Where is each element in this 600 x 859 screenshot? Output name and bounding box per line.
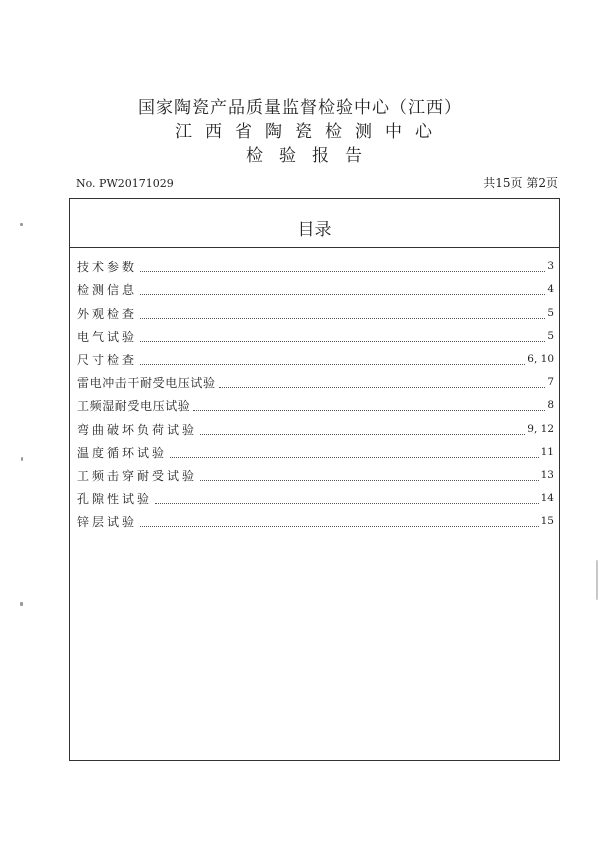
toc-item-label: 外观检查: [77, 306, 138, 321]
toc-item: [77, 508, 554, 531]
toc-item: [77, 392, 554, 415]
toc-item: [77, 276, 554, 299]
toc-leader: [140, 318, 545, 319]
toc-item: [77, 369, 554, 392]
toc-item-label: 锌层试验: [77, 515, 138, 530]
scan-speck: [21, 457, 23, 461]
toc-item-page: 9, 12: [527, 422, 554, 435]
scan-edge-mark: [596, 560, 598, 600]
scan-speck: [20, 602, 23, 606]
toc-item: [77, 415, 554, 438]
scan-speck: [20, 223, 23, 226]
toc-item-label: 电气试验: [77, 329, 138, 344]
toc-leader: [200, 480, 539, 481]
toc-item-page: 14: [540, 492, 554, 505]
toc-item-page: 8: [547, 399, 554, 412]
toc-item: [77, 485, 554, 508]
toc-item-page: 5: [547, 306, 554, 319]
toc-title: 目录: [297, 220, 332, 240]
toc-leader: [219, 387, 546, 388]
toc-leader: [193, 410, 545, 411]
toc-item-label: 尺寸检查: [77, 352, 138, 367]
toc-item: [77, 346, 554, 369]
issuer-subname: 江西省陶瓷检测中心: [175, 122, 445, 142]
toc-leader: [140, 526, 539, 527]
page-count: 共15页 第2页: [483, 176, 558, 190]
toc-item-label: 技术参数: [77, 260, 138, 275]
toc-item-page: 13: [540, 468, 554, 481]
toc-leader: [140, 341, 545, 342]
toc-item-page: 7: [547, 376, 554, 389]
toc-item: [77, 439, 554, 462]
toc-item-page: 4: [547, 283, 554, 296]
toc-item-page: 3: [547, 260, 554, 273]
toc-frame: [69, 198, 560, 761]
toc-item-page: 11: [540, 445, 554, 458]
toc-leader: [155, 503, 539, 504]
toc-item: [77, 462, 554, 485]
toc-item-label: 工频湿耐受电压试验: [77, 399, 191, 414]
toc-item-label: 弯曲破坏负荷试验: [77, 422, 198, 437]
toc-item-label: 工频击穿耐受试验: [77, 468, 198, 483]
toc-item-page: 5: [547, 329, 554, 342]
toc-item: [77, 253, 554, 276]
document-title: 检验报告: [246, 146, 378, 166]
toc-item: [77, 323, 554, 346]
toc-item-page: 6, 10: [527, 352, 554, 365]
toc-divider: [70, 247, 559, 248]
toc-item-label: 检测信息: [77, 283, 138, 298]
toc-item-label: 孔隙性试验: [77, 492, 153, 507]
toc-item-label: 雷电冲击干耐受电压试验: [77, 376, 216, 391]
report-number: No. PW20171029: [76, 177, 174, 190]
toc-leader: [140, 294, 545, 295]
toc-item-label: 温度循环试验: [77, 445, 168, 460]
toc-item-page: 15: [540, 515, 554, 528]
toc-list: [77, 253, 554, 531]
toc-leader: [200, 434, 525, 435]
toc-leader: [170, 457, 539, 458]
issuer-name: 国家陶瓷产品质量监督检验中心（江西）: [138, 98, 462, 118]
toc-leader: [140, 271, 545, 272]
toc-item: [77, 299, 554, 322]
toc-leader: [140, 364, 525, 365]
